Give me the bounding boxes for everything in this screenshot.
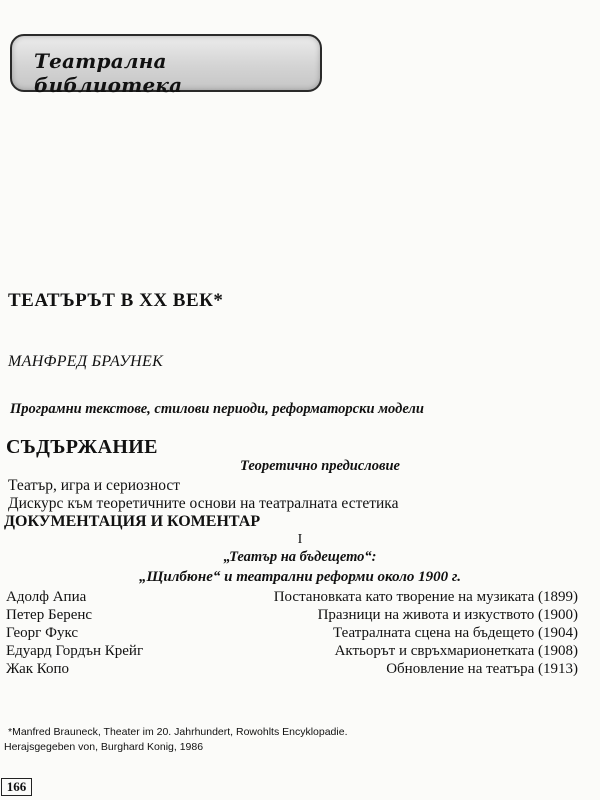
toc-preface: Теоретично предисловие [240,458,400,474]
footnote-line-2: Herajsgegeben von, Burghard Konig, 1986 [4,741,204,753]
toc-entry-work: Театралната сцена на бъдещето (1904) [333,625,578,641]
toc-entry-author: Адолф Апиа [6,589,87,605]
author-name: МАНФРЕД БРАУНЕК [8,353,164,370]
toc-line-discourse: Дискурс към теоретичните основи на театралната естетика [8,495,399,512]
toc-entry-work: Обновление на театъра (1913) [386,661,578,677]
toc-line-play: Театър, игра и сериозност [8,477,180,494]
toc-section-number: I [297,532,303,547]
book-subtitle: Програмни текстове, стилови периоди, реформаторски модели [10,401,424,417]
toc-entry [6,661,578,679]
toc-section-subtitle: „Щилбюне“ и театрални реформи около 1900 г. [139,569,461,585]
toc-documentation-heading: ДОКУМЕНТАЦИЯ И КОМЕНТАР [4,513,261,530]
toc-section-title: „Театър на бъдещето“: [223,549,377,565]
toc-entry [6,607,578,625]
toc-entry-work: Постановката като творение на музиката (1899) [273,589,578,605]
toc-entry-author: Жак Копо [6,661,70,677]
toc-entry [6,643,578,661]
book-title: ТЕАТЪРЪТ В ХХ ВЕК* [8,290,224,311]
series-badge-label: Театрална библиотека [34,49,183,97]
toc-entry-author: Георг Фукс [6,625,79,641]
footnote-line-1: *Manfred Brauneck, Theater im 20. Jahrhundert, Rowohlts Encyklopadie. [8,726,348,738]
series-badge [10,34,322,97]
toc-entry [6,589,578,607]
toc-entry-work: Празници на живота и изкуството (1900) [317,607,578,623]
page-number: 166 [1,778,32,796]
toc-entry-work: Актьорът и свръхмарионетката (1908) [334,643,578,659]
toc-entry-author: Петер Беренс [6,607,93,623]
toc-entry [6,625,578,643]
toc-heading: СЪДЪРЖАНИЕ [6,436,158,458]
toc-entry-author: Едуард Гордън Крейг [6,643,144,659]
